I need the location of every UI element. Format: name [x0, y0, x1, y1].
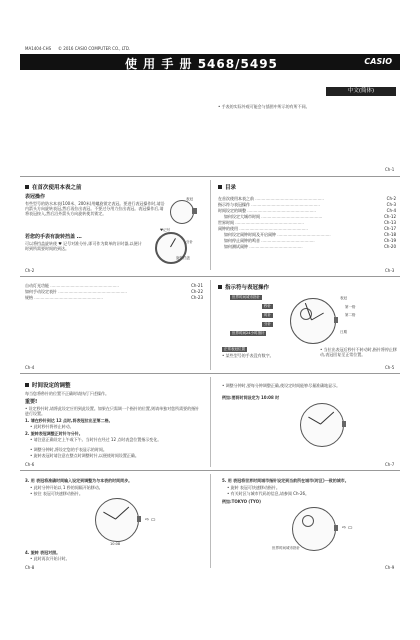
crown-icon: [342, 421, 346, 427]
subdial-icon: [302, 515, 314, 527]
crown-icon: [334, 525, 338, 531]
page-number: Ch-2: [25, 268, 35, 273]
intro-note: • 手表的实际外观可能会与插图中所示的有所不同。: [218, 104, 310, 109]
column-divider: [210, 474, 211, 568]
divider: [20, 470, 400, 471]
list-item[interactable]: 如何测试闹钟 .......................................... Ch-20: [224, 244, 396, 249]
crown-icon: [192, 208, 197, 214]
example-label: 例如:要将时间设定为 10:08 时: [222, 395, 280, 400]
divider: [20, 373, 400, 374]
page-number: Ch-4: [25, 365, 35, 370]
list-item[interactable]: 指示符与表冠操作 ...................................................... Ch-3: [218, 202, 396, 207]
step-2-note-c: • 旋转表冠时请注意在整点时调整时针,以便使时间设置正确。: [30, 453, 139, 458]
watch-face-icon: [300, 403, 344, 447]
brand-logo: CASIO: [364, 57, 392, 66]
document-code: MA1404-CHS: [25, 46, 52, 51]
arrow-icon: ⇨ ▭: [342, 525, 353, 531]
text-bezel: 可以将挡盖旋转使 ♥ 记号对准分针,即可作为简单的计时器,以便计时到所需要时间的到达。: [25, 241, 142, 251]
list-item[interactable]: 自动灯光功能 ...................................................... Ch-21: [25, 283, 203, 288]
step-3: 3. 用 表冠将准确时间输入设定到调整为与本表的时间同步。: [25, 478, 133, 483]
label-crown: 表冠: [186, 197, 193, 201]
title-band: [20, 54, 400, 70]
step-2-note-b: • 调整分钟时,将设定您的手表显示的时间。: [30, 447, 107, 452]
list-item[interactable]: 规格 ...................................................... Ch-23: [25, 295, 203, 300]
watch-face-icon: [292, 507, 336, 551]
square-bullet-icon: [218, 185, 222, 189]
contents-list: [218, 196, 396, 250]
example-city: 例如:TOKYO (TYO): [222, 499, 261, 504]
divider: [20, 276, 400, 277]
subtitle-crown: 表冠操作: [25, 194, 46, 200]
divider: [20, 176, 400, 177]
step-2-note-a: • 请注意正确设定上午或下午。当时针在经过 12 点时表盘位置指示变化。: [30, 437, 162, 442]
label-min: 分针: [186, 240, 193, 244]
section-title-indicators: 指示符与表冠操作: [218, 283, 269, 291]
step-3-note-b: • 按住 表冠可快速移动指针。: [30, 491, 83, 496]
page-number: Ch-5: [385, 365, 395, 370]
copyright: © 2016 CASIO COMPUTER CO., LTD.: [58, 46, 131, 51]
page-number: Ch-1: [385, 167, 395, 172]
step-4: 4. 旋转 表冠对照。: [25, 550, 61, 555]
label-24h-hand: 世界时间24小时指针: [232, 331, 265, 335]
step-5: 5. 用 表冠将世界时间城市指针设定到当前所在城市(时区)一致的城市。: [222, 478, 349, 483]
list-item[interactable]: 闹钟的使用 ...................................................... Ch-17: [218, 226, 396, 231]
list-item[interactable]: 如何停止闹钟的鸣音 .......................................... Ch-19: [224, 238, 396, 243]
legend-normal-position: 正常表冠位置: [224, 347, 245, 351]
time-label: 10:08: [110, 542, 121, 546]
important-label: 重要!: [25, 399, 38, 405]
indicator-note-2: • 当拉出表冠后秒针不转动时,指针将停止移动,表冠回复至正常位置。: [320, 347, 397, 357]
crown-watch-icon: [170, 200, 194, 224]
step-5-note-a: • 旋转 表冠可快速移动指针。: [227, 485, 280, 490]
crown-icon: [334, 317, 338, 323]
label-hour-hand: 时针: [264, 313, 271, 317]
page-number: Ch-3: [385, 268, 395, 273]
label-city-hand: 世界时间城市指针: [272, 546, 300, 550]
label-second-hand: 秒针: [264, 304, 271, 308]
right-note: • 调整分钟时,要每分钟调整正确,使设定时间能够尽量准确地显示。: [222, 383, 341, 388]
label-position-c: 第二格: [345, 313, 356, 317]
column-divider: [210, 280, 211, 370]
page-number: Ch-9: [385, 565, 395, 570]
section-title-time-setting: 时间设定的调整: [25, 381, 71, 389]
label-city-hand: 世界时间城市指针: [232, 295, 260, 299]
step-2: 2. 旋转表冠调整正时针与分针。: [25, 431, 83, 436]
list-item[interactable]: 时间设定的调整 ...................................................... Ch-4: [218, 208, 396, 213]
subtitle-bezel: 若您的手表有旋转挡盖 …: [25, 234, 82, 240]
page-number: Ch-7: [385, 462, 395, 467]
time-intro: 每当您将秒针的位置不正确时请执行下述操作。: [25, 391, 109, 396]
column-divider: [210, 377, 211, 467]
square-bullet-icon: [25, 185, 29, 189]
square-bullet-icon: [25, 383, 29, 387]
section-title-contents: 目录: [218, 183, 236, 191]
label-minute-hand: 分针: [264, 322, 271, 326]
arrow-icon: ⇨ ▭: [145, 517, 156, 523]
label-crown: 表冠: [340, 296, 347, 300]
list-item[interactable]: 如何设定大城市时间 ................................................ Ch-12: [224, 214, 396, 219]
list-item[interactable]: 如何手动设定表针 ...................................................... Ch-22: [25, 289, 203, 294]
section-title-first-use: 在首次使用本表之前: [25, 183, 82, 191]
language-tab: 中文(简体): [326, 87, 396, 96]
crown-icon: [137, 516, 141, 522]
page-number: Ch-6: [25, 462, 35, 467]
watch-face-icon: [95, 498, 139, 542]
contents-list-continued: [25, 283, 203, 301]
page-title: 使 用 手 册 5468/5495: [125, 57, 278, 71]
label-marker: ♥记号: [160, 228, 171, 232]
step-5-note-b: • 有关时区与城市代码的信息,请参阅 Ch-26。: [227, 491, 310, 496]
list-item[interactable]: 如何设定闹钟时间及开启闹钟 .......................................... Ch-18: [224, 232, 396, 237]
step-1-note: • 此时秒针将停止转动。: [30, 424, 74, 429]
label-date: 日期: [340, 330, 347, 334]
label-bezel: 旋转挡盖: [176, 256, 190, 260]
important-text: • 设定秒针时,请将此设定应用到此设置。如果在只需调一个指针的位置,则请单独对您所需要的指针进行设置。: [25, 406, 200, 416]
step-3-note-a: • 此时分钟开始以 1 秒的间隔开始移动。: [30, 485, 103, 490]
indicator-note-1: • 某些型号的手表没有数字。: [222, 353, 274, 358]
step-1: 1. 请在秒针到达 12 点时,将表冠拉出至第二格。: [25, 418, 113, 423]
list-item[interactable]: 世界时间 ...................................................... Ch-13: [218, 220, 396, 225]
watch-face-icon: [290, 298, 336, 344]
square-bullet-icon: [218, 285, 222, 289]
step-4-note: • 此时再次开始计时。: [30, 556, 70, 561]
text-crown: 有些型号的防水本表(100米、200米)用螺旋锁定表冠。要进行表冠操作时,请沿内箭头方向旋转表冠,然后再拉出表冠。不要过分用力拉出表冠。表冠操作后,请将表冠按入,然后沿外箭头方向旋转使其锁定。: [25, 201, 165, 216]
list-item[interactable]: 在首次使用本表之前 ...................................................... Ch-2: [218, 196, 396, 201]
column-divider: [210, 180, 211, 270]
page-number: Ch-8: [25, 565, 35, 570]
label-position-b: 第一格: [345, 305, 356, 309]
